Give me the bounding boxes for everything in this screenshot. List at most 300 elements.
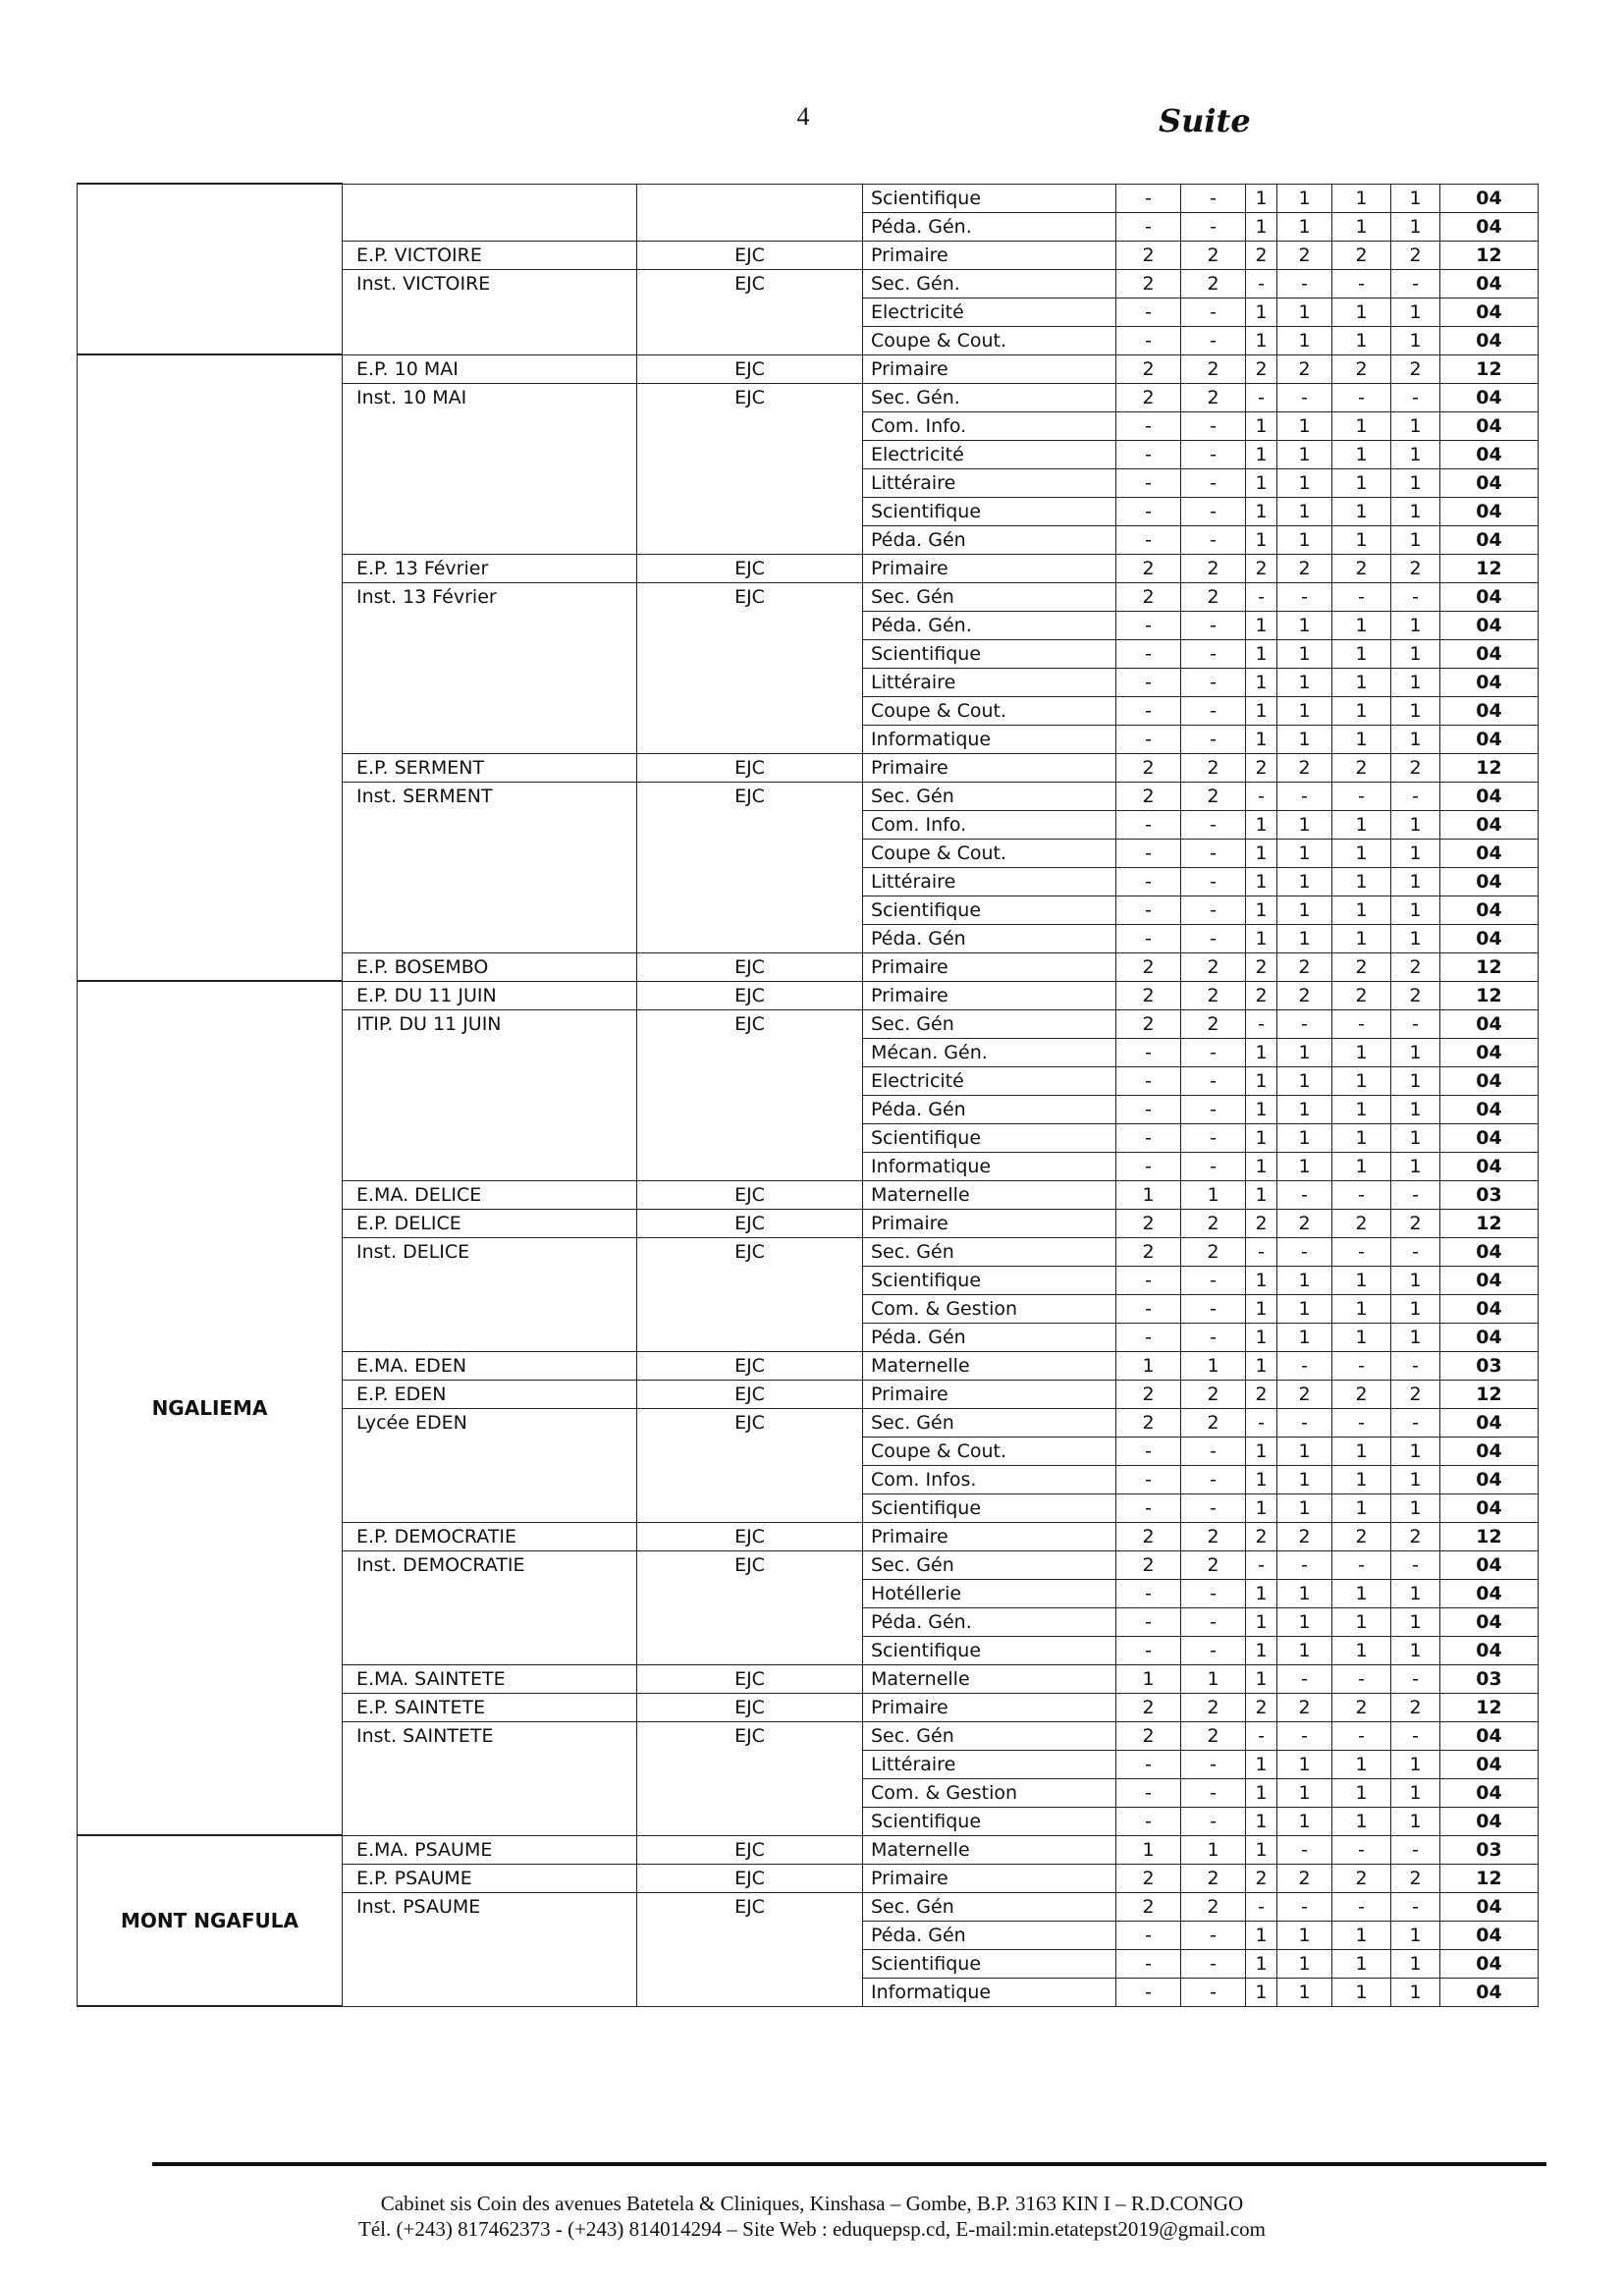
value-cell: - (1116, 525, 1181, 554)
school-name-cell: E.P. DU 11 JUIN (343, 981, 637, 1009)
value-cell: 1 (1246, 1664, 1277, 1693)
value-cell: 1 (1246, 696, 1277, 725)
value-cell: 1 (1391, 1123, 1440, 1152)
total-cell: 04 (1440, 924, 1539, 952)
commune-cell (78, 184, 343, 354)
value-cell: - (1181, 725, 1246, 753)
total-cell: 04 (1440, 1978, 1539, 2006)
section-cell: Primaire (863, 753, 1116, 782)
value-cell: 2 (1181, 981, 1246, 1009)
section-cell: Péda. Gén (863, 1095, 1116, 1123)
value-cell: - (1277, 1550, 1332, 1579)
value-cell: - (1116, 1323, 1181, 1351)
total-cell: 03 (1440, 1664, 1539, 1693)
value-cell: - (1181, 440, 1246, 468)
value-cell: 1 (1391, 184, 1440, 212)
total-cell: 04 (1440, 525, 1539, 554)
value-cell: 2 (1181, 383, 1246, 411)
value-cell: 1 (1277, 668, 1332, 696)
value-cell: 1 (1277, 1607, 1332, 1636)
section-cell: Sec. Gén (863, 1892, 1116, 1921)
value-cell: 1 (1332, 924, 1391, 952)
value-cell: - (1116, 839, 1181, 867)
value-cell: 1 (1391, 810, 1440, 839)
value-cell: - (1246, 269, 1277, 298)
school-name-cell: E.P. EDEN (343, 1380, 637, 1408)
value-cell: 2 (1332, 241, 1391, 269)
value-cell: 2 (1246, 1522, 1277, 1550)
value-cell: - (1116, 1123, 1181, 1152)
value-cell: 1 (1332, 1123, 1391, 1152)
value-cell: 1 (1246, 212, 1277, 241)
value-cell: - (1116, 1807, 1181, 1835)
section-cell: Sec. Gén (863, 1408, 1116, 1437)
total-cell: 04 (1440, 1095, 1539, 1123)
total-cell: 04 (1440, 1408, 1539, 1437)
footer-contact: Tél. (+243) 817462373 - (+243) 814014294 – Site Web : eduquepsp.cd, E-mail:min.etatepst2019@gmail.com (358, 2217, 1266, 2241)
section-cell: Scientifique (863, 184, 1116, 212)
value-cell: 1 (1246, 810, 1277, 839)
value-cell: 1 (1116, 1664, 1181, 1693)
section-cell: Primaire (863, 354, 1116, 383)
value-cell: 1 (1277, 1323, 1332, 1351)
value-cell: - (1116, 924, 1181, 952)
value-cell: - (1391, 1550, 1440, 1579)
value-cell: 2 (1391, 554, 1440, 582)
value-cell: - (1391, 782, 1440, 810)
value-cell: 2 (1181, 582, 1246, 611)
value-cell: - (1181, 411, 1246, 440)
value-cell: 1 (1246, 1778, 1277, 1807)
reseau-cell: EJC (637, 1522, 863, 1550)
value-cell: 1 (1391, 298, 1440, 326)
total-cell: 04 (1440, 1009, 1539, 1038)
section-cell: Electricité (863, 440, 1116, 468)
section-cell: Scientifique (863, 896, 1116, 924)
section-cell: Com. Info. (863, 411, 1116, 440)
value-cell: - (1181, 1978, 1246, 2006)
value-cell: 1 (1391, 639, 1440, 668)
value-cell: 2 (1391, 753, 1440, 782)
section-cell: Com. & Gestion (863, 1294, 1116, 1323)
value-cell: - (1332, 582, 1391, 611)
value-cell: - (1181, 1807, 1246, 1835)
section-cell: Electricité (863, 298, 1116, 326)
value-cell: 1 (1277, 896, 1332, 924)
total-cell: 04 (1440, 468, 1539, 497)
value-cell: 1 (1246, 668, 1277, 696)
value-cell: 1 (1332, 1038, 1391, 1066)
value-cell: 1 (1391, 1066, 1440, 1095)
value-cell: 1 (1246, 1038, 1277, 1066)
value-cell: 2 (1181, 241, 1246, 269)
value-cell: 1 (1332, 1294, 1391, 1323)
value-cell: 1 (1391, 611, 1440, 639)
value-cell: - (1181, 525, 1246, 554)
value-cell: 2 (1246, 1209, 1277, 1237)
value-cell: 1 (1391, 1778, 1440, 1807)
value-cell: - (1181, 810, 1246, 839)
section-cell: Sec. Gén (863, 782, 1116, 810)
value-cell: 1 (1391, 212, 1440, 241)
value-cell: - (1181, 924, 1246, 952)
value-cell: 1 (1391, 1038, 1440, 1066)
section-cell: Scientifique (863, 1636, 1116, 1664)
value-cell: - (1181, 1778, 1246, 1807)
value-cell: 1 (1391, 1750, 1440, 1778)
value-cell: 1 (1332, 1437, 1391, 1465)
value-cell: - (1116, 1778, 1181, 1807)
total-cell: 04 (1440, 1323, 1539, 1351)
value-cell: 2 (1181, 1892, 1246, 1921)
value-cell: 2 (1116, 981, 1181, 1009)
value-cell: 1 (1277, 298, 1332, 326)
value-cell: 1 (1391, 1152, 1440, 1180)
suite-mark: Suite (1159, 102, 1251, 139)
total-cell: 12 (1440, 753, 1539, 782)
value-cell: 1 (1277, 1038, 1332, 1066)
value-cell: 1 (1332, 867, 1391, 896)
value-cell: - (1246, 1408, 1277, 1437)
value-cell: - (1116, 440, 1181, 468)
value-cell: 1 (1332, 810, 1391, 839)
section-cell: Com. Info. (863, 810, 1116, 839)
value-cell: - (1391, 1835, 1440, 1864)
value-cell: - (1181, 611, 1246, 639)
value-cell: 1 (1277, 696, 1332, 725)
table-row (78, 1835, 1539, 1864)
section-cell: Péda. Gén. (863, 212, 1116, 241)
value-cell: - (1181, 1066, 1246, 1095)
total-cell: 04 (1440, 269, 1539, 298)
total-cell: 04 (1440, 725, 1539, 753)
reseau-cell: EJC (637, 582, 863, 753)
section-cell: Littéraire (863, 1750, 1116, 1778)
total-cell: 04 (1440, 896, 1539, 924)
value-cell: - (1277, 1721, 1332, 1750)
value-cell: 1 (1391, 1978, 1440, 2006)
total-cell: 04 (1440, 839, 1539, 867)
value-cell: 2 (1116, 1864, 1181, 1892)
value-cell: - (1391, 582, 1440, 611)
section-cell: Sec. Gén (863, 1721, 1116, 1750)
value-cell: 2 (1391, 1864, 1440, 1892)
total-cell: 04 (1440, 1152, 1539, 1180)
value-cell: 2 (1332, 1864, 1391, 1892)
value-cell: 1 (1246, 525, 1277, 554)
total-cell: 04 (1440, 184, 1539, 212)
value-cell: 2 (1116, 554, 1181, 582)
value-cell: 2 (1391, 1209, 1440, 1237)
value-cell: - (1277, 383, 1332, 411)
value-cell: 2 (1391, 241, 1440, 269)
value-cell: 1 (1277, 1266, 1332, 1294)
section-cell: Péda. Gén. (863, 1607, 1116, 1636)
school-name-cell: E.P. 13 Février (343, 554, 637, 582)
total-cell: 12 (1440, 1209, 1539, 1237)
value-cell: - (1181, 1579, 1246, 1607)
value-cell: - (1277, 1835, 1332, 1864)
value-cell: 1 (1332, 1636, 1391, 1664)
value-cell: 2 (1116, 782, 1181, 810)
value-cell: 1 (1332, 668, 1391, 696)
value-cell: - (1116, 1066, 1181, 1095)
total-cell: 04 (1440, 298, 1539, 326)
value-cell: 1 (1246, 1636, 1277, 1664)
value-cell: 1 (1391, 1921, 1440, 1949)
section-cell: Scientifique (863, 497, 1116, 525)
value-cell: 1 (1332, 896, 1391, 924)
reseau-cell: EJC (637, 1721, 863, 1835)
value-cell: 1 (1277, 725, 1332, 753)
value-cell: - (1332, 1550, 1391, 1579)
value-cell: - (1391, 1408, 1440, 1437)
value-cell: 1 (1246, 639, 1277, 668)
reseau-cell: EJC (637, 782, 863, 952)
total-cell: 04 (1440, 1123, 1539, 1152)
value-cell: 1 (1246, 326, 1277, 354)
value-cell: 2 (1116, 1009, 1181, 1038)
value-cell: 1 (1391, 1323, 1440, 1351)
value-cell: - (1332, 1180, 1391, 1209)
section-cell: Electricité (863, 1066, 1116, 1095)
value-cell: 1 (1332, 611, 1391, 639)
value-cell: 2 (1116, 269, 1181, 298)
total-cell: 04 (1440, 582, 1539, 611)
school-name-cell: E.P. VICTOIRE (343, 241, 637, 269)
value-cell: 2 (1332, 554, 1391, 582)
section-cell: Hotéllerie (863, 1579, 1116, 1607)
value-cell: 2 (1181, 1721, 1246, 1750)
value-cell: 1 (1116, 1180, 1181, 1209)
section-cell: Primaire (863, 981, 1116, 1009)
value-cell: 2 (1116, 1380, 1181, 1408)
total-cell: 04 (1440, 1607, 1539, 1636)
value-cell: - (1391, 1351, 1440, 1380)
total-cell: 04 (1440, 1778, 1539, 1807)
value-cell: 1 (1332, 440, 1391, 468)
value-cell: 1 (1391, 326, 1440, 354)
total-cell: 04 (1440, 1579, 1539, 1607)
school-name-cell: E.MA. DELICE (343, 1180, 637, 1209)
reseau-cell: EJC (637, 1835, 863, 1864)
value-cell: - (1277, 782, 1332, 810)
value-cell: 1 (1246, 411, 1277, 440)
value-cell: 1 (1277, 468, 1332, 497)
section-cell: Scientifique (863, 639, 1116, 668)
value-cell: - (1116, 1266, 1181, 1294)
value-cell: 1 (1116, 1835, 1181, 1864)
value-cell: - (1116, 1152, 1181, 1180)
value-cell: 1 (1246, 1807, 1277, 1835)
total-cell: 04 (1440, 1892, 1539, 1921)
value-cell: 1 (1391, 1437, 1440, 1465)
total-cell: 03 (1440, 1835, 1539, 1864)
footer-rule (152, 2162, 1546, 2166)
section-cell: Scientifique (863, 1493, 1116, 1522)
value-cell: 1 (1332, 639, 1391, 668)
value-cell: - (1332, 269, 1391, 298)
value-cell: 1 (1332, 1750, 1391, 1778)
value-cell: - (1116, 639, 1181, 668)
value-cell: 1 (1277, 440, 1332, 468)
school-name-cell: E.P. BOSEMBO (343, 952, 637, 981)
value-cell: 1 (1332, 212, 1391, 241)
school-name-cell (343, 184, 637, 241)
value-cell: - (1277, 1237, 1332, 1266)
value-cell: - (1391, 1721, 1440, 1750)
value-cell: 1 (1246, 1835, 1277, 1864)
section-cell: Sec. Gén. (863, 383, 1116, 411)
value-cell: 1 (1277, 1750, 1332, 1778)
total-cell: 04 (1440, 1294, 1539, 1323)
total-cell: 12 (1440, 1693, 1539, 1721)
value-cell: - (1116, 611, 1181, 639)
value-cell: - (1332, 1664, 1391, 1693)
value-cell: - (1116, 1636, 1181, 1664)
total-cell: 04 (1440, 326, 1539, 354)
value-cell: - (1181, 468, 1246, 497)
reseau-cell: EJC (637, 1550, 863, 1664)
value-cell: 2 (1181, 1009, 1246, 1038)
value-cell: 2 (1391, 1380, 1440, 1408)
value-cell: 2 (1116, 1721, 1181, 1750)
value-cell: 1 (1332, 1152, 1391, 1180)
value-cell: 1 (1277, 867, 1332, 896)
value-cell: 1 (1391, 668, 1440, 696)
value-cell: - (1246, 1892, 1277, 1921)
value-cell: 1 (1277, 1095, 1332, 1123)
total-cell: 04 (1440, 1066, 1539, 1095)
value-cell: 1 (1332, 1607, 1391, 1636)
value-cell: 2 (1246, 1380, 1277, 1408)
value-cell: - (1332, 1835, 1391, 1864)
section-cell: Péda. Gén. (863, 611, 1116, 639)
value-cell: 1 (1391, 696, 1440, 725)
table-row (78, 354, 1539, 383)
reseau-cell: EJC (637, 241, 863, 269)
value-cell: 1 (1246, 1607, 1277, 1636)
value-cell: - (1116, 1294, 1181, 1323)
value-cell: 2 (1246, 753, 1277, 782)
value-cell: 1 (1246, 1921, 1277, 1949)
value-cell: - (1116, 1750, 1181, 1778)
section-cell: Sec. Gén (863, 1237, 1116, 1266)
value-cell: 2 (1391, 1522, 1440, 1550)
value-cell: - (1246, 582, 1277, 611)
value-cell: 1 (1332, 1921, 1391, 1949)
value-cell: - (1277, 1664, 1332, 1693)
reseau-cell: EJC (637, 554, 863, 582)
value-cell: 2 (1332, 981, 1391, 1009)
reseau-cell: EJC (637, 1408, 863, 1522)
table-row (78, 184, 1539, 212)
value-cell: - (1391, 1009, 1440, 1038)
value-cell: - (1116, 326, 1181, 354)
value-cell: 2 (1246, 354, 1277, 383)
value-cell: - (1246, 1550, 1277, 1579)
total-cell: 03 (1440, 1351, 1539, 1380)
value-cell: 1 (1332, 1095, 1391, 1123)
value-cell: 1 (1332, 184, 1391, 212)
value-cell: 2 (1116, 1408, 1181, 1437)
section-cell: Maternelle (863, 1664, 1116, 1693)
reseau-cell: EJC (637, 1864, 863, 1892)
total-cell: 04 (1440, 1266, 1539, 1294)
value-cell: 1 (1277, 1921, 1332, 1949)
school-name-cell: Inst. PSAUME (343, 1892, 637, 2006)
value-cell: - (1181, 1323, 1246, 1351)
section-cell: Informatique (863, 1978, 1116, 2006)
section-cell: Littéraire (863, 468, 1116, 497)
value-cell: 1 (1246, 184, 1277, 212)
total-cell: 04 (1440, 668, 1539, 696)
total-cell: 04 (1440, 1550, 1539, 1579)
section-cell: Scientifique (863, 1266, 1116, 1294)
total-cell: 12 (1440, 1864, 1539, 1892)
school-name-cell: Lycée EDEN (343, 1408, 637, 1522)
value-cell: 2 (1116, 241, 1181, 269)
section-cell: Primaire (863, 1380, 1116, 1408)
section-cell: Primaire (863, 1209, 1116, 1237)
value-cell: 2 (1391, 952, 1440, 981)
value-cell: 2 (1332, 1522, 1391, 1550)
value-cell: 1 (1277, 1465, 1332, 1493)
section-cell: Primaire (863, 1522, 1116, 1550)
table-row (78, 981, 1539, 1009)
value-cell: 1 (1391, 1266, 1440, 1294)
total-cell: 12 (1440, 1380, 1539, 1408)
total-cell: 04 (1440, 1237, 1539, 1266)
school-name-cell: E.MA. EDEN (343, 1351, 637, 1380)
value-cell: 2 (1277, 1209, 1332, 1237)
value-cell: 1 (1277, 1493, 1332, 1522)
value-cell: 1 (1277, 326, 1332, 354)
value-cell: - (1332, 1237, 1391, 1266)
value-cell: 1 (1277, 1949, 1332, 1978)
value-cell: 1 (1277, 1066, 1332, 1095)
section-cell: Scientifique (863, 1807, 1116, 1835)
value-cell: 2 (1116, 582, 1181, 611)
school-name-cell: E.MA. PSAUME (343, 1835, 637, 1864)
value-cell: 1 (1332, 411, 1391, 440)
school-name-cell: E.P. PSAUME (343, 1864, 637, 1892)
total-cell: 04 (1440, 383, 1539, 411)
value-cell: - (1116, 411, 1181, 440)
total-cell: 04 (1440, 1921, 1539, 1949)
reseau-cell: EJC (637, 981, 863, 1009)
value-cell: - (1181, 1152, 1246, 1180)
school-name-cell: ITIP. DU 11 JUIN (343, 1009, 637, 1180)
value-cell: 1 (1181, 1180, 1246, 1209)
value-cell: - (1391, 1180, 1440, 1209)
value-cell: 2 (1332, 1693, 1391, 1721)
value-cell: 1 (1332, 525, 1391, 554)
value-cell: - (1116, 1607, 1181, 1636)
value-cell: 1 (1246, 1266, 1277, 1294)
section-cell: Sec. Gén. (863, 269, 1116, 298)
value-cell: 1 (1277, 611, 1332, 639)
value-cell: 1 (1277, 1152, 1332, 1180)
value-cell: 2 (1181, 1380, 1246, 1408)
value-cell: 1 (1246, 1949, 1277, 1978)
reseau-cell: EJC (637, 1892, 863, 2006)
school-name-cell: Inst. DEMOCRATIE (343, 1550, 637, 1664)
value-cell: - (1391, 269, 1440, 298)
section-cell: Scientifique (863, 1949, 1116, 1978)
school-name-cell: Inst. 13 Février (343, 582, 637, 753)
value-cell: 2 (1391, 1693, 1440, 1721)
